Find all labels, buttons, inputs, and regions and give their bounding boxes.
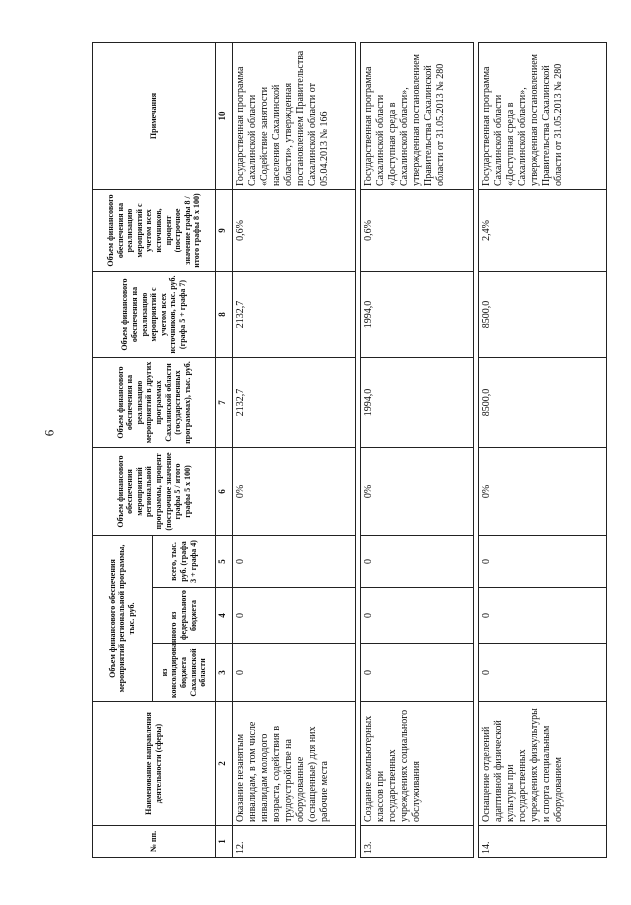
row-federal: 0 <box>478 588 606 644</box>
column-number: 4 <box>216 588 232 644</box>
row-federal: 0 <box>232 588 355 644</box>
column-number: 6 <box>216 448 232 536</box>
row-consolidated: 0 <box>360 644 473 702</box>
row-consolidated: 0 <box>478 644 606 702</box>
row-share-regional: 0% <box>232 448 355 536</box>
table-row <box>360 43 473 858</box>
row-federal: 0 <box>360 588 473 644</box>
column-number: 1 <box>216 826 232 858</box>
column-number: 9 <box>216 190 232 272</box>
row-all-sources: 2132,7 <box>232 272 355 358</box>
row-other-programs: 8500,0 <box>478 358 606 448</box>
column-number-row <box>216 43 232 858</box>
row-share-all: 2,4% <box>478 190 606 272</box>
table-row <box>478 43 606 858</box>
header-notes: Примечания <box>93 43 216 190</box>
rotated-table-container <box>92 43 607 858</box>
row-name: Создание компьютерных классов при государственных учреждениях социального обслуживания <box>360 702 473 826</box>
row-num: 14. <box>478 826 606 858</box>
row-note: Государственная программа Сахалинской области «Содействие занятости населения Сахалинской области», утвержденная постановлением Правительства Сахалинской области от 05.04.2013 № 166 <box>232 43 355 190</box>
header-name: Наименование направления деятельности (сферы) <box>93 702 216 826</box>
table-row <box>232 43 355 858</box>
row-share-all: 0,6% <box>360 190 473 272</box>
row-num: 13. <box>360 826 473 858</box>
row-note: Государственная программа Сахалинской области «Доступная среда в Сахалинской области», утвержденная постановлением Правительства Сахалинской области от 31.05.2013 № 280 <box>478 43 606 190</box>
column-number: 10 <box>216 43 232 190</box>
column-number: 5 <box>216 536 232 588</box>
column-number: 7 <box>216 358 232 448</box>
page-number: 6 <box>41 429 57 437</box>
row-name: Оснащение отделений адаптивной физической культуры при государственных учреждениях физкультуры и спорта специальным оборудованием <box>478 702 606 826</box>
header-federal: из федерального бюджета <box>152 588 216 644</box>
header-all-sources: Объем финансового обеспечения на реализацию мероприятий с учетом всех источников, тыс. руб. (графа 5 + графа 7) <box>93 272 216 358</box>
header-total: всего, тыс. руб. (графа 3 + графа 4) <box>152 536 216 588</box>
row-total: 0 <box>232 536 355 588</box>
column-number: 2 <box>216 702 232 826</box>
row-share-all: 0,6% <box>232 190 355 272</box>
row-share-regional: 0% <box>478 448 606 536</box>
column-number: 3 <box>216 644 232 702</box>
row-total: 0 <box>360 536 473 588</box>
row-name: Оказание незанятым инвалидам, в том числе инвалидам молодого возраста, содействия в трудоустройстве на оборудованные (оснащенные) для них рабочие места <box>232 702 355 826</box>
header-num: № пп. <box>93 826 216 858</box>
header-share-regional: Объем финансового обеспечения мероприятий региональной программы, процент (построчное значение графы 5 / итого графы 5 х 100) <box>93 448 216 536</box>
header-consolidated: из консолидированного бюджета Сахалинской области <box>152 644 216 702</box>
row-all-sources: 8500,0 <box>478 272 606 358</box>
row-other-programs: 1994,0 <box>360 358 473 448</box>
row-other-programs: 2132,7 <box>232 358 355 448</box>
column-number: 8 <box>216 272 232 358</box>
row-consolidated: 0 <box>232 644 355 702</box>
row-total: 0 <box>478 536 606 588</box>
header-other-programs: Объем финансового обеспечения на реализацию мероприятий в других программах Сахалинской области (государственных программах), тыс. руб. <box>93 358 216 448</box>
row-share-regional: 0% <box>360 448 473 536</box>
row-note: Государственная программа Сахалинской области «Доступная среда в Сахалинской области», утвержденная постановлением Правительства Сахалинской области от 31.05.2013 № 280 <box>360 43 473 190</box>
row-num: 12. <box>232 826 355 858</box>
header-share-all: Объем финансового обеспечения на реализацию мероприятий с учетом всех источников, процент (построчное значение графы 8 / итого графы 8 х 100) <box>93 190 216 272</box>
financing-table <box>92 42 607 858</box>
header-financing-group: Объем финансового обеспечения мероприятий региональной программы, тыс. руб. <box>93 536 153 702</box>
row-all-sources: 1994,0 <box>360 272 473 358</box>
